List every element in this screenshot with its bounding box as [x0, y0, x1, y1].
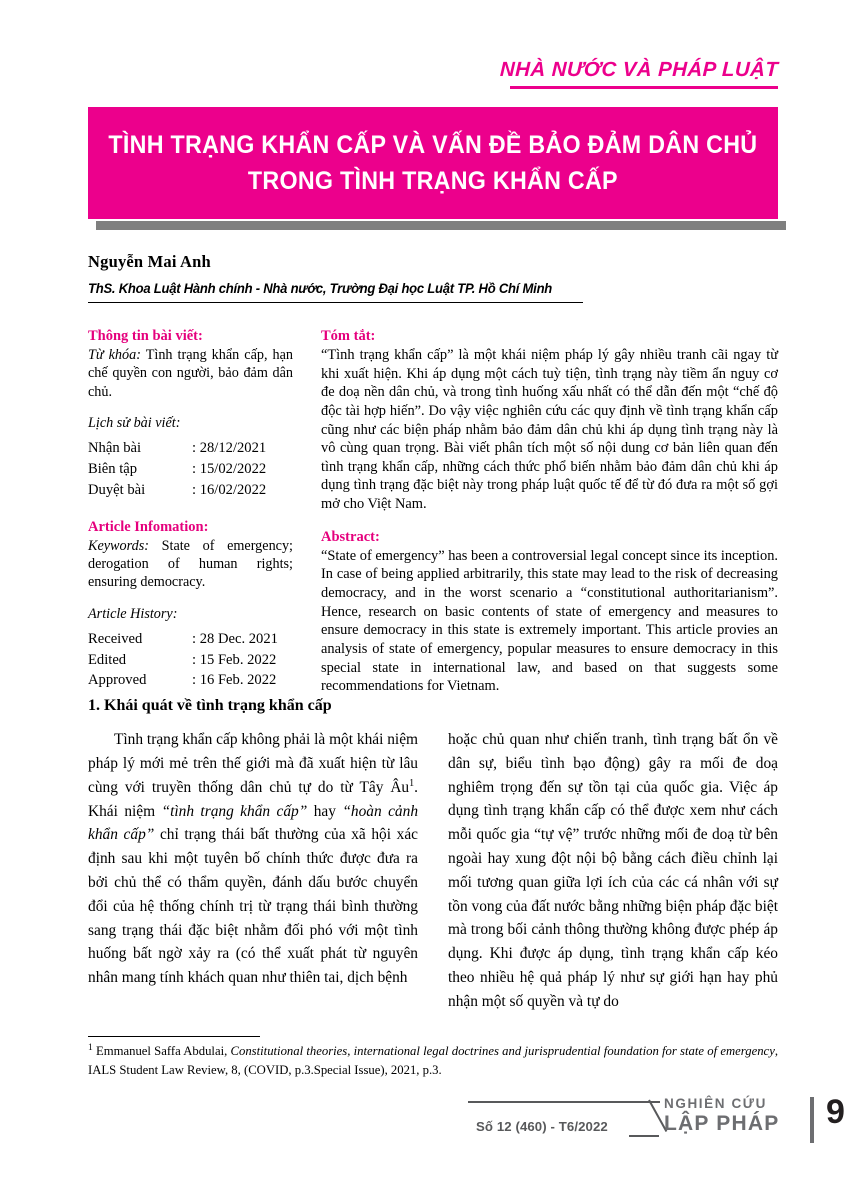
- running-head: [88, 58, 778, 89]
- history-vi-row: [88, 459, 293, 480]
- history-en-value-1: : 15 Feb. 2022: [192, 651, 277, 668]
- footer-rule: [468, 1101, 660, 1103]
- history-en-label-2: Approved: [88, 672, 147, 689]
- keywords-vi-text: Tình trạng khẩn cấp, hạn chế quyền con người, bảo đảm dân chủ.: [88, 347, 294, 400]
- article-title-line-1: TÌNH TRẠNG KHẨN CẤP VÀ VẤN ĐỀ BẢO ĐẢM DÂN CHỦ: [108, 130, 758, 159]
- abstract-column: [321, 328, 778, 696]
- footer-divider: [810, 1097, 814, 1143]
- body-left-part3: hay: [307, 802, 343, 820]
- footnote-reference: 1: [409, 777, 415, 789]
- abstract-en-text: “State of emergency” has been a controversial legal concept since its inception. In case of being applied arbitrarily, this state may lead to the risk of decreasing democracy, and in the worst scenario a “constitutional authoritarianism”. Hence, research on basic contents of state of emergency and measures to ensure democracy in this state is extremely important. This article provies an analysis of state of emergency, popular measures to ensure democracy in this special state in international law, and based on that suggests some recommendations for Vietnam.: [321, 547, 778, 695]
- issue-label: Số 12 (460) - T6/2022: [476, 1119, 608, 1134]
- author-affiliation: ThS. Khoa Luật Hành chính - Nhà nước, Trường Đại học Luật TP. Hồ Chí Minh: [88, 281, 553, 296]
- footnote-separator: [88, 1036, 260, 1037]
- history-vi-value-1: : 15/02/2022: [192, 461, 267, 478]
- section-heading: 1. Khái quát về tình trạng khẩn cấp: [88, 697, 332, 714]
- keywords-vi-label: Từ khóa:: [88, 347, 141, 363]
- affiliation-rule: [88, 302, 583, 303]
- history-vi-row: [88, 480, 293, 501]
- title-banner-shadow: [96, 221, 786, 230]
- body-column-left: [88, 728, 418, 1014]
- keywords-en-label: Keywords:: [88, 537, 149, 554]
- footer-slash-base-icon: [629, 1135, 659, 1137]
- history-vi-label-0: Nhận bài: [88, 440, 142, 457]
- history-vi-value-0: : 28/12/2021: [192, 440, 267, 457]
- info-vi-heading: Thông tin bài viết:: [88, 328, 203, 344]
- history-en-row: [88, 650, 293, 671]
- article-title-line-2: TRONG TÌNH TRẠNG KHẨN CẤP: [248, 167, 618, 195]
- footnote-number: 1: [88, 1043, 93, 1054]
- body-left-italic2: “hoàn cảnh khẩn cấp”: [88, 802, 419, 844]
- footnote-part2: , IALS Student Law Review, 8, (COVID, p.3.Special Issue), 2021, p.3.: [88, 1044, 778, 1077]
- author-block: [88, 252, 778, 303]
- history-en-label-0: Received: [88, 630, 143, 647]
- body-left-part4: chỉ trạng thái bất thường của xã hội xác định sau khi một tuyên bố chính thức được đưa ra bởi chủ thể có thẩm quyền, đánh dấu bước chuyển đổi của hệ thống chính trị từ trạng thái bình thường sang trạng thái đặc biệt nhằm đối phó với một tình huống bất ngờ xảy ra (có thể xuất phát từ nguyên nhân mang tính khách quan như thiên tai, dịch bệnh: [88, 826, 419, 987]
- history-en-label: Article History:: [88, 605, 178, 622]
- history-en-label-1: Edited: [88, 651, 127, 668]
- history-vi-value-2: : 16/02/2022: [192, 481, 267, 498]
- history-vi-label-2: Duyệt bài: [88, 481, 146, 498]
- article-info-column: [88, 328, 293, 696]
- journal-logo: [664, 1097, 792, 1136]
- abstract-vi-text: “Tình trạng khẩn cấp” là một khái niệm pháp lý gây nhiều tranh cãi ngay từ khi xuất hiện. Khi áp dụng một cách tuỳ tiện, tình trạng này tiềm ẩn nguy cơ đe doạ nền dân chủ, và trong tình huống xấu nhất có thể dẫn đến một “chế độ độc tài hợp hiến”. Do vậy việc nghiên cứu các quy định về tình trạng khẩn cấp cũng như các biện pháp nhằm bảo đảm dân chủ khi áp dụng tình trạng này là vô cùng quan trọng. Bài viết phân tích một số nội dung cơ bản liên quan đến tình trạng khẩn cấp, những cách thức phổ biến nhằm bảo đảm dân chủ khi áp dụng tình trạng đặc biệt này trong pháp luật quốc tế để từ đó đưa ra một số gợi mở cho Việt Nam.: [321, 347, 778, 513]
- abstract-en-heading: Abstract:: [321, 528, 380, 545]
- footnote-text: [88, 1042, 778, 1079]
- running-head-rule: [510, 86, 778, 89]
- body-left-italic1: “tình trạng khẩn cấp”: [161, 802, 308, 820]
- metadata-section: [88, 328, 778, 696]
- history-vi-label-1: Biên tập: [88, 461, 138, 478]
- author-name: Nguyễn Mai Anh: [88, 252, 211, 271]
- body-paragraph-right: hoặc chủ quan như chiến tranh, tình trạng bất ổn về dân sự, biểu tình bạo động) gây ra mối đe doạ nghiêm trọng đến sự tồn tại của quốc gia. Việc áp dụng tình trạng khẩn cấp có thể được xem như cách mỗi quốc gia “tự vệ” trước những mối đe doạ từ bên ngoài hay xung đột nội bộ bằng cách điều chỉnh lại mối tương quan giữa lợi ích của các cá nhân với sự tồn vong của đất nước bằng những biện pháp đặc biệt mà trong bối cảnh thông thường không được phép áp dụng. Khi được áp dụng, tình trạng khẩn cấp kéo theo nhiều hệ quả pháp lý như sự giới hạn hay phủ nhận một số quyền và tự do: [448, 731, 778, 1010]
- keywords-vi: [88, 346, 293, 401]
- footnote-title-italic: Constitutional theories, international legal doctrines and jurisprudential foundation for state of emergency: [230, 1044, 775, 1059]
- journal-logo-line-2: LẬP PHÁP: [664, 1111, 780, 1135]
- journal-logo-line-1: NGHIÊN CỨU: [664, 1096, 767, 1111]
- history-en-value-0: : 28 Dec. 2021: [192, 630, 278, 647]
- info-en-heading: Article Infomation:: [88, 518, 209, 535]
- footnote-part1: Emmanuel Saffa Abdulai,: [92, 1044, 231, 1059]
- history-en-value-2: : 16 Feb. 2022: [192, 672, 277, 689]
- body-column-right: [448, 728, 778, 1014]
- abstract-vi-heading: Tóm tắt:: [321, 328, 376, 344]
- history-en-row: [88, 670, 293, 691]
- body-left-part1: Tình trạng khẩn cấp không phải là một khái niệm pháp lý mới mẻ trên thế giới mà đã xuất hiện từ lâu cùng với truyền thống dân chủ tự do từ Tây Âu: [88, 731, 418, 796]
- footnote-block: [88, 1036, 778, 1079]
- history-vi-label: Lịch sử bài viết:: [88, 415, 181, 432]
- body-left-part2: . Khái niệm: [88, 778, 418, 820]
- history-en-row: [88, 629, 293, 650]
- running-head-text: NHÀ NƯỚC VÀ PHÁP LUẬT: [499, 58, 779, 81]
- body-columns: [88, 728, 778, 1014]
- page-footer: [88, 1093, 845, 1157]
- title-banner: [88, 107, 778, 219]
- page-number: 9: [826, 1093, 845, 1131]
- keywords-en: [88, 537, 293, 592]
- body-paragraph-left: [88, 728, 418, 990]
- history-vi-row: [88, 438, 293, 459]
- keywords-en-text: State of emergency; derogation of human rights; ensuring democracy.: [88, 537, 294, 591]
